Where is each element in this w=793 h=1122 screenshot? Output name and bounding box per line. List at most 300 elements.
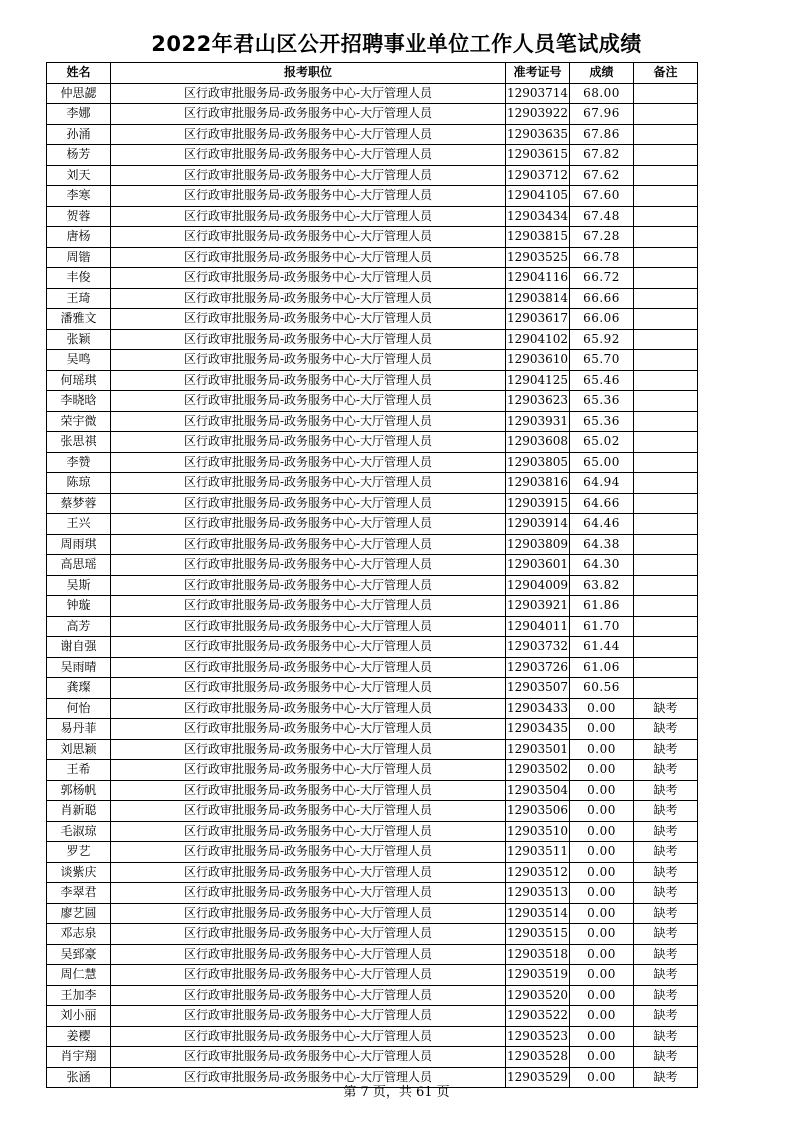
cell-exam-id: 12903435 xyxy=(506,719,570,740)
cell-note xyxy=(634,247,698,268)
cell-score: 65.00 xyxy=(570,452,634,473)
cell-position: 区行政审批服务局-政务服务中心-大厅管理人员 xyxy=(111,985,506,1006)
table-row xyxy=(47,657,698,678)
cell-note xyxy=(634,411,698,432)
cell-position: 区行政审批服务局-政务服务中心-大厅管理人员 xyxy=(111,145,506,166)
cell-exam-id: 12903525 xyxy=(506,247,570,268)
cell-note xyxy=(634,268,698,289)
cell-name: 丰俊 xyxy=(47,268,111,289)
cell-name: 仲思勰 xyxy=(47,83,111,104)
cell-score: 0.00 xyxy=(570,780,634,801)
cell-note: 缺考 xyxy=(634,821,698,842)
cell-exam-id: 12903815 xyxy=(506,227,570,248)
cell-score: 67.96 xyxy=(570,104,634,125)
table-body xyxy=(47,83,698,1088)
cell-exam-id: 12903921 xyxy=(506,596,570,617)
cell-exam-id: 12903922 xyxy=(506,104,570,125)
cell-position: 区行政审批服务局-政务服务中心-大厅管理人员 xyxy=(111,965,506,986)
cell-exam-id: 12903915 xyxy=(506,493,570,514)
cell-score: 0.00 xyxy=(570,739,634,760)
cell-name: 郭杨帆 xyxy=(47,780,111,801)
cell-note: 缺考 xyxy=(634,883,698,904)
table-row xyxy=(47,104,698,125)
cell-note: 缺考 xyxy=(634,1067,698,1088)
cell-name: 高思瑶 xyxy=(47,555,111,576)
cell-score: 66.66 xyxy=(570,288,634,309)
cell-score: 66.06 xyxy=(570,309,634,330)
cell-name: 张涵 xyxy=(47,1067,111,1088)
table-row xyxy=(47,206,698,227)
cell-score: 64.30 xyxy=(570,555,634,576)
cell-score: 0.00 xyxy=(570,1006,634,1027)
cell-exam-id: 12903512 xyxy=(506,862,570,883)
cell-score: 67.28 xyxy=(570,227,634,248)
cell-exam-id: 12903635 xyxy=(506,124,570,145)
table-row xyxy=(47,985,698,1006)
table-row xyxy=(47,329,698,350)
cell-score: 0.00 xyxy=(570,1026,634,1047)
cell-position: 区行政审批服务局-政务服务中心-大厅管理人员 xyxy=(111,493,506,514)
cell-name: 钟璇 xyxy=(47,596,111,617)
cell-note xyxy=(634,227,698,248)
cell-position: 区行政审批服务局-政务服务中心-大厅管理人员 xyxy=(111,657,506,678)
cell-position: 区行政审批服务局-政务服务中心-大厅管理人员 xyxy=(111,391,506,412)
cell-name: 何怡 xyxy=(47,698,111,719)
cell-name: 王琦 xyxy=(47,288,111,309)
cell-note: 缺考 xyxy=(634,739,698,760)
cell-position: 区行政审批服务局-政务服务中心-大厅管理人员 xyxy=(111,924,506,945)
header-note: 备注 xyxy=(634,63,698,84)
table-row xyxy=(47,965,698,986)
cell-score: 67.62 xyxy=(570,165,634,186)
table-row xyxy=(47,186,698,207)
cell-position: 区行政审批服务局-政务服务中心-大厅管理人员 xyxy=(111,1026,506,1047)
cell-exam-id: 12903514 xyxy=(506,903,570,924)
cell-position: 区行政审批服务局-政务服务中心-大厅管理人员 xyxy=(111,104,506,125)
cell-name: 周仁慧 xyxy=(47,965,111,986)
cell-position: 区行政审批服务局-政务服务中心-大厅管理人员 xyxy=(111,124,506,145)
cell-note xyxy=(634,165,698,186)
cell-name: 高芳 xyxy=(47,616,111,637)
cell-note: 缺考 xyxy=(634,1026,698,1047)
table-row xyxy=(47,678,698,699)
cell-score: 65.02 xyxy=(570,432,634,453)
cell-note: 缺考 xyxy=(634,985,698,1006)
cell-position: 区行政审批服务局-政务服务中心-大厅管理人员 xyxy=(111,350,506,371)
cell-position: 区行政审批服务局-政务服务中心-大厅管理人员 xyxy=(111,268,506,289)
cell-position: 区行政审批服务局-政务服务中心-大厅管理人员 xyxy=(111,370,506,391)
cell-score: 67.48 xyxy=(570,206,634,227)
cell-name: 唐杨 xyxy=(47,227,111,248)
cell-name: 谈紫庆 xyxy=(47,862,111,883)
cell-name: 谢自强 xyxy=(47,637,111,658)
cell-score: 0.00 xyxy=(570,801,634,822)
cell-name: 陈琼 xyxy=(47,473,111,494)
cell-position: 区行政审批服务局-政务服务中心-大厅管理人员 xyxy=(111,719,506,740)
cell-exam-id: 12903520 xyxy=(506,985,570,1006)
cell-name: 龚璨 xyxy=(47,678,111,699)
table-row xyxy=(47,698,698,719)
header-score: 成绩 xyxy=(570,63,634,84)
cell-score: 66.78 xyxy=(570,247,634,268)
cell-position: 区行政审批服务局-政务服务中心-大厅管理人员 xyxy=(111,555,506,576)
cell-position: 区行政审批服务局-政务服务中心-大厅管理人员 xyxy=(111,514,506,535)
cell-name: 王兴 xyxy=(47,514,111,535)
cell-name: 李娜 xyxy=(47,104,111,125)
cell-name: 王加李 xyxy=(47,985,111,1006)
cell-score: 61.06 xyxy=(570,657,634,678)
cell-name: 刘思颖 xyxy=(47,739,111,760)
cell-name: 周锴 xyxy=(47,247,111,268)
cell-name: 张颖 xyxy=(47,329,111,350)
cell-score: 65.36 xyxy=(570,391,634,412)
cell-exam-id: 12903623 xyxy=(506,391,570,412)
table-row xyxy=(47,227,698,248)
cell-exam-id: 12904125 xyxy=(506,370,570,391)
cell-position: 区行政审批服务局-政务服务中心-大厅管理人员 xyxy=(111,288,506,309)
cell-score: 64.46 xyxy=(570,514,634,535)
cell-note: 缺考 xyxy=(634,862,698,883)
cell-note: 缺考 xyxy=(634,903,698,924)
cell-note xyxy=(634,83,698,104)
cell-score: 60.56 xyxy=(570,678,634,699)
cell-position: 区行政审批服务局-政务服务中心-大厅管理人员 xyxy=(111,883,506,904)
cell-name: 李寒 xyxy=(47,186,111,207)
table-row xyxy=(47,780,698,801)
cell-position: 区行政审批服务局-政务服务中心-大厅管理人员 xyxy=(111,903,506,924)
cell-exam-id: 12903608 xyxy=(506,432,570,453)
cell-note: 缺考 xyxy=(634,698,698,719)
table-row xyxy=(47,1026,698,1047)
cell-exam-id: 12903513 xyxy=(506,883,570,904)
cell-name: 周雨琪 xyxy=(47,534,111,555)
cell-name: 肖新聪 xyxy=(47,801,111,822)
table-row xyxy=(47,862,698,883)
cell-note: 缺考 xyxy=(634,1006,698,1027)
cell-exam-id: 12904102 xyxy=(506,329,570,350)
header-exam-id: 准考证号 xyxy=(506,63,570,84)
cell-position: 区行政审批服务局-政务服务中心-大厅管理人员 xyxy=(111,473,506,494)
cell-name: 贺蓉 xyxy=(47,206,111,227)
cell-exam-id: 12903510 xyxy=(506,821,570,842)
cell-note xyxy=(634,452,698,473)
cell-name: 李赞 xyxy=(47,452,111,473)
cell-score: 0.00 xyxy=(570,842,634,863)
cell-score: 63.82 xyxy=(570,575,634,596)
cell-name: 吴鸣 xyxy=(47,350,111,371)
cell-position: 区行政审批服务局-政务服务中心-大厅管理人员 xyxy=(111,329,506,350)
cell-score: 64.66 xyxy=(570,493,634,514)
cell-score: 65.92 xyxy=(570,329,634,350)
cell-exam-id: 12903507 xyxy=(506,678,570,699)
cell-position: 区行政审批服务局-政务服务中心-大厅管理人员 xyxy=(111,637,506,658)
cell-position: 区行政审批服务局-政务服务中心-大厅管理人员 xyxy=(111,1047,506,1068)
cell-exam-id: 12903528 xyxy=(506,1047,570,1068)
cell-score: 0.00 xyxy=(570,698,634,719)
cell-exam-id: 12903931 xyxy=(506,411,570,432)
table-row xyxy=(47,616,698,637)
cell-note xyxy=(634,596,698,617)
cell-exam-id: 12903809 xyxy=(506,534,570,555)
table-row xyxy=(47,124,698,145)
cell-score: 0.00 xyxy=(570,924,634,945)
cell-score: 65.46 xyxy=(570,370,634,391)
cell-score: 0.00 xyxy=(570,1047,634,1068)
cell-note xyxy=(634,534,698,555)
cell-name: 李翠君 xyxy=(47,883,111,904)
table-row xyxy=(47,739,698,760)
cell-score: 65.70 xyxy=(570,350,634,371)
cell-exam-id: 12903714 xyxy=(506,83,570,104)
cell-note xyxy=(634,616,698,637)
cell-exam-id: 12903712 xyxy=(506,165,570,186)
cell-name: 刘天 xyxy=(47,165,111,186)
table-row xyxy=(47,944,698,965)
cell-exam-id: 12903610 xyxy=(506,350,570,371)
cell-note xyxy=(634,370,698,391)
cell-score: 64.94 xyxy=(570,473,634,494)
cell-name: 李晓晗 xyxy=(47,391,111,412)
cell-exam-id: 12903805 xyxy=(506,452,570,473)
cell-position: 区行政审批服务局-政务服务中心-大厅管理人员 xyxy=(111,801,506,822)
cell-note xyxy=(634,473,698,494)
cell-exam-id: 12904105 xyxy=(506,186,570,207)
cell-exam-id: 12904009 xyxy=(506,575,570,596)
cell-note xyxy=(634,493,698,514)
cell-position: 区行政审批服务局-政务服务中心-大厅管理人员 xyxy=(111,83,506,104)
table-row xyxy=(47,83,698,104)
cell-note xyxy=(634,555,698,576)
cell-position: 区行政审批服务局-政务服务中心-大厅管理人员 xyxy=(111,944,506,965)
table-row xyxy=(47,1006,698,1027)
cell-exam-id: 12903519 xyxy=(506,965,570,986)
cell-score: 0.00 xyxy=(570,821,634,842)
table-row xyxy=(47,288,698,309)
cell-note: 缺考 xyxy=(634,1047,698,1068)
cell-name: 王希 xyxy=(47,760,111,781)
cell-score: 0.00 xyxy=(570,944,634,965)
cell-position: 区行政审批服务局-政务服务中心-大厅管理人员 xyxy=(111,206,506,227)
cell-position: 区行政审批服务局-政务服务中心-大厅管理人员 xyxy=(111,842,506,863)
table-header xyxy=(47,63,698,84)
cell-score: 61.44 xyxy=(570,637,634,658)
cell-position: 区行政审批服务局-政务服务中心-大厅管理人员 xyxy=(111,1067,506,1088)
cell-position: 区行政审批服务局-政务服务中心-大厅管理人员 xyxy=(111,780,506,801)
cell-score: 68.00 xyxy=(570,83,634,104)
cell-position: 区行政审批服务局-政务服务中心-大厅管理人员 xyxy=(111,165,506,186)
cell-name: 吴斯 xyxy=(47,575,111,596)
cell-name: 张思祺 xyxy=(47,432,111,453)
cell-note xyxy=(634,575,698,596)
table-row xyxy=(47,883,698,904)
cell-position: 区行政审批服务局-政务服务中心-大厅管理人员 xyxy=(111,186,506,207)
cell-exam-id: 12903601 xyxy=(506,555,570,576)
table-row xyxy=(47,411,698,432)
cell-note: 缺考 xyxy=(634,924,698,945)
cell-note xyxy=(634,432,698,453)
cell-name: 邓志泉 xyxy=(47,924,111,945)
cell-exam-id: 12903501 xyxy=(506,739,570,760)
cell-note xyxy=(634,637,698,658)
cell-position: 区行政审批服务局-政务服务中心-大厅管理人员 xyxy=(111,247,506,268)
cell-note xyxy=(634,288,698,309)
cell-score: 67.86 xyxy=(570,124,634,145)
cell-exam-id: 12903529 xyxy=(506,1067,570,1088)
cell-score: 61.86 xyxy=(570,596,634,617)
cell-name: 易丹菲 xyxy=(47,719,111,740)
cell-exam-id: 12903515 xyxy=(506,924,570,945)
cell-position: 区行政审批服务局-政务服务中心-大厅管理人员 xyxy=(111,227,506,248)
cell-name: 何瑶琪 xyxy=(47,370,111,391)
cell-name: 吴雨晴 xyxy=(47,657,111,678)
cell-exam-id: 12904011 xyxy=(506,616,570,637)
cell-position: 区行政审批服务局-政务服务中心-大厅管理人员 xyxy=(111,678,506,699)
table-row xyxy=(47,534,698,555)
cell-name: 廖艺圆 xyxy=(47,903,111,924)
cell-score: 0.00 xyxy=(570,883,634,904)
table-row xyxy=(47,637,698,658)
table-row xyxy=(47,596,698,617)
cell-exam-id: 12903433 xyxy=(506,698,570,719)
cell-position: 区行政审批服务局-政务服务中心-大厅管理人员 xyxy=(111,862,506,883)
table-row xyxy=(47,452,698,473)
table-row xyxy=(47,1047,698,1068)
cell-note xyxy=(634,104,698,125)
cell-exam-id: 12903502 xyxy=(506,760,570,781)
table-row xyxy=(47,493,698,514)
cell-note xyxy=(634,678,698,699)
cell-position: 区行政审批服务局-政务服务中心-大厅管理人员 xyxy=(111,821,506,842)
cell-exam-id: 12903732 xyxy=(506,637,570,658)
header-position: 报考职位 xyxy=(111,63,506,84)
table-row xyxy=(47,432,698,453)
cell-score: 0.00 xyxy=(570,985,634,1006)
cell-exam-id: 12903617 xyxy=(506,309,570,330)
cell-note: 缺考 xyxy=(634,944,698,965)
cell-position: 区行政审批服务局-政务服务中心-大厅管理人员 xyxy=(111,616,506,637)
cell-exam-id: 12903434 xyxy=(506,206,570,227)
cell-score: 64.38 xyxy=(570,534,634,555)
cell-score: 65.36 xyxy=(570,411,634,432)
cell-note xyxy=(634,186,698,207)
table-row xyxy=(47,473,698,494)
cell-note xyxy=(634,206,698,227)
cell-score: 61.70 xyxy=(570,616,634,637)
cell-score: 0.00 xyxy=(570,719,634,740)
cell-score: 0.00 xyxy=(570,1067,634,1088)
table-row xyxy=(47,842,698,863)
cell-position: 区行政审批服务局-政务服务中心-大厅管理人员 xyxy=(111,534,506,555)
table-row xyxy=(47,801,698,822)
cell-position: 区行政审批服务局-政务服务中心-大厅管理人员 xyxy=(111,411,506,432)
cell-score: 67.82 xyxy=(570,145,634,166)
cell-position: 区行政审批服务局-政务服务中心-大厅管理人员 xyxy=(111,739,506,760)
cell-note xyxy=(634,657,698,678)
cell-position: 区行政审批服务局-政务服务中心-大厅管理人员 xyxy=(111,596,506,617)
cell-name: 肖宇翔 xyxy=(47,1047,111,1068)
cell-note xyxy=(634,514,698,535)
cell-note xyxy=(634,124,698,145)
table-row xyxy=(47,555,698,576)
cell-note xyxy=(634,329,698,350)
cell-name: 孙涌 xyxy=(47,124,111,145)
cell-exam-id: 12903615 xyxy=(506,145,570,166)
cell-exam-id: 12903816 xyxy=(506,473,570,494)
results-table xyxy=(46,62,698,1088)
cell-exam-id: 12903504 xyxy=(506,780,570,801)
cell-note xyxy=(634,391,698,412)
table-row xyxy=(47,760,698,781)
cell-exam-id: 12904116 xyxy=(506,268,570,289)
table-row xyxy=(47,903,698,924)
cell-score: 66.72 xyxy=(570,268,634,289)
cell-note: 缺考 xyxy=(634,719,698,740)
cell-position: 区行政审批服务局-政务服务中心-大厅管理人员 xyxy=(111,760,506,781)
cell-name: 姜樱 xyxy=(47,1026,111,1047)
table-row xyxy=(47,165,698,186)
cell-note: 缺考 xyxy=(634,780,698,801)
header-name: 姓名 xyxy=(47,63,111,84)
table-row xyxy=(47,370,698,391)
cell-position: 区行政审批服务局-政务服务中心-大厅管理人员 xyxy=(111,698,506,719)
cell-name: 蔡梦蓉 xyxy=(47,493,111,514)
cell-exam-id: 12903511 xyxy=(506,842,570,863)
cell-note xyxy=(634,145,698,166)
cell-score: 0.00 xyxy=(570,903,634,924)
cell-exam-id: 12903726 xyxy=(506,657,570,678)
cell-position: 区行政审批服务局-政务服务中心-大厅管理人员 xyxy=(111,309,506,330)
cell-score: 0.00 xyxy=(570,965,634,986)
header-row xyxy=(47,63,698,84)
cell-exam-id: 12903506 xyxy=(506,801,570,822)
cell-score: 67.60 xyxy=(570,186,634,207)
table-row xyxy=(47,821,698,842)
cell-note xyxy=(634,350,698,371)
cell-exam-id: 12903523 xyxy=(506,1026,570,1047)
cell-name: 吴郅豪 xyxy=(47,944,111,965)
cell-position: 区行政审批服务局-政务服务中心-大厅管理人员 xyxy=(111,452,506,473)
table-row xyxy=(47,309,698,330)
cell-exam-id: 12903814 xyxy=(506,288,570,309)
cell-name: 杨芳 xyxy=(47,145,111,166)
cell-note: 缺考 xyxy=(634,760,698,781)
table-row xyxy=(47,268,698,289)
cell-score: 0.00 xyxy=(570,862,634,883)
table-row xyxy=(47,924,698,945)
cell-note xyxy=(634,309,698,330)
cell-name: 荣宇微 xyxy=(47,411,111,432)
table-row xyxy=(47,145,698,166)
table-row xyxy=(47,575,698,596)
page-title: 2022年君山区公开招聘事业单位工作人员笔试成绩 xyxy=(151,32,642,56)
cell-name: 毛淑琼 xyxy=(47,821,111,842)
page-footer: 第 7 页，共 61 页 xyxy=(343,1085,450,1100)
cell-score: 0.00 xyxy=(570,760,634,781)
table-row xyxy=(47,350,698,371)
cell-position: 区行政审批服务局-政务服务中心-大厅管理人员 xyxy=(111,575,506,596)
table-row xyxy=(47,514,698,535)
cell-note: 缺考 xyxy=(634,965,698,986)
cell-name: 刘小丽 xyxy=(47,1006,111,1027)
cell-name: 罗艺 xyxy=(47,842,111,863)
cell-exam-id: 12903522 xyxy=(506,1006,570,1027)
table-row xyxy=(47,247,698,268)
cell-exam-id: 12903914 xyxy=(506,514,570,535)
cell-position: 区行政审批服务局-政务服务中心-大厅管理人员 xyxy=(111,432,506,453)
cell-position: 区行政审批服务局-政务服务中心-大厅管理人员 xyxy=(111,1006,506,1027)
cell-exam-id: 12903518 xyxy=(506,944,570,965)
table-row xyxy=(47,391,698,412)
